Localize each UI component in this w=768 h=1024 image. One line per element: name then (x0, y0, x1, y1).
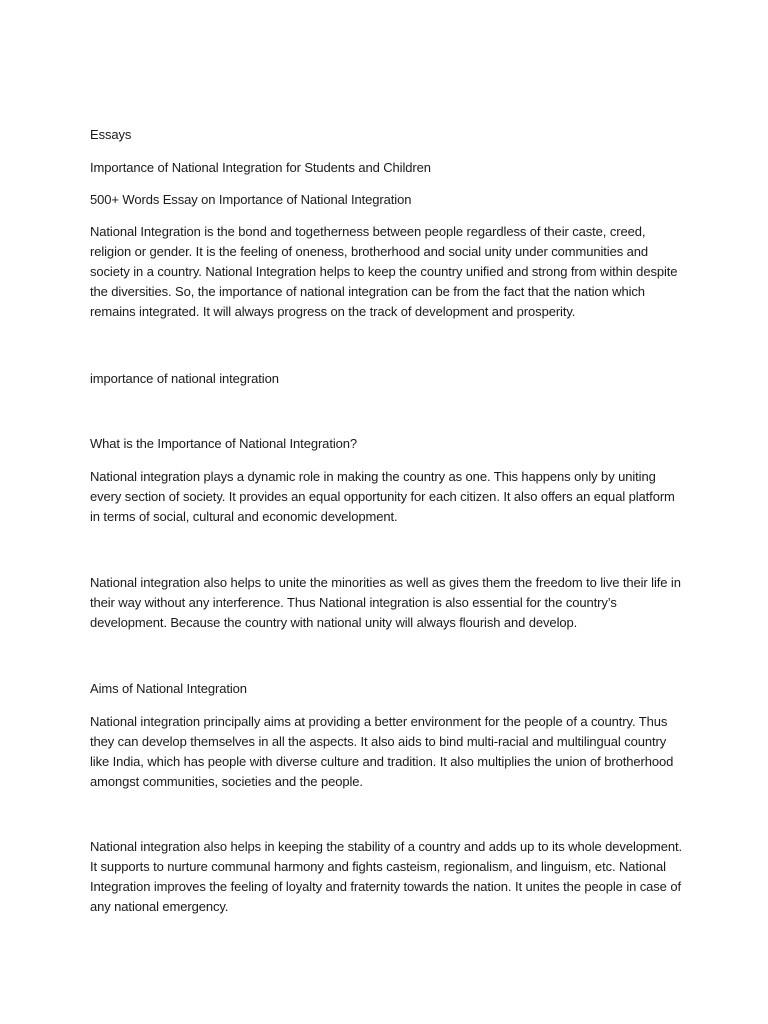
importance-paragraph-1: National integration plays a dynamic role in making the country as one. This happens only by uniting every section of society. It provides an equal opportunity for each citizen. It also offers an equal platform in terms of social, cultural and economic development. (90, 469, 675, 524)
document-title: Importance of National Integration for Students and Children (90, 160, 431, 175)
importance-paragraph-2: National integration also helps to unite the minorities as well as gives them the freedom to live their life in their way without any interference. Thus National integration is also essential for the country’s development. Because the country with national unity will always flourish and develop. (90, 575, 681, 630)
intro-paragraph: National Integration is the bond and togetherness between people regardless of their caste, creed, religion or gender. It is the feeling of oneness, brotherhood and social unity under communities and society in a country. National Integration helps to keep the country unified and strong from within despite the diversities. So, the importance of national integration can be from the fact that the nation which remains integrated. It will always progress on the track of development and prosperity. (90, 224, 678, 319)
section-label: Essays (90, 127, 132, 142)
importance-heading: What is the Importance of National Integration? (90, 436, 358, 451)
aims-paragraph-2: National integration also helps in keeping the stability of a country and adds up to its whole development. It supports to nurture communal harmony and fights casteism, regionalism, and linguism, etc. National Integration improves the feeling of loyalty and fraternity towards the nation. It unites the people in case of any national emergency. (90, 839, 683, 914)
image-caption: importance of national integration (90, 371, 279, 386)
aims-heading: Aims of National Integration (90, 681, 247, 696)
aims-paragraph-1: National integration principally aims at providing a better environment for the people of a country. Thus they can develop themselves in all the aspects. It also aids to bind multi-racial and multilingual country like India, which has people with diverse culture and tradition. It also multiplies the union of brotherhood amongst communities, societies and the people. (90, 714, 674, 789)
document-subtitle: 500+ Words Essay on Importance of National Integration (90, 192, 412, 207)
